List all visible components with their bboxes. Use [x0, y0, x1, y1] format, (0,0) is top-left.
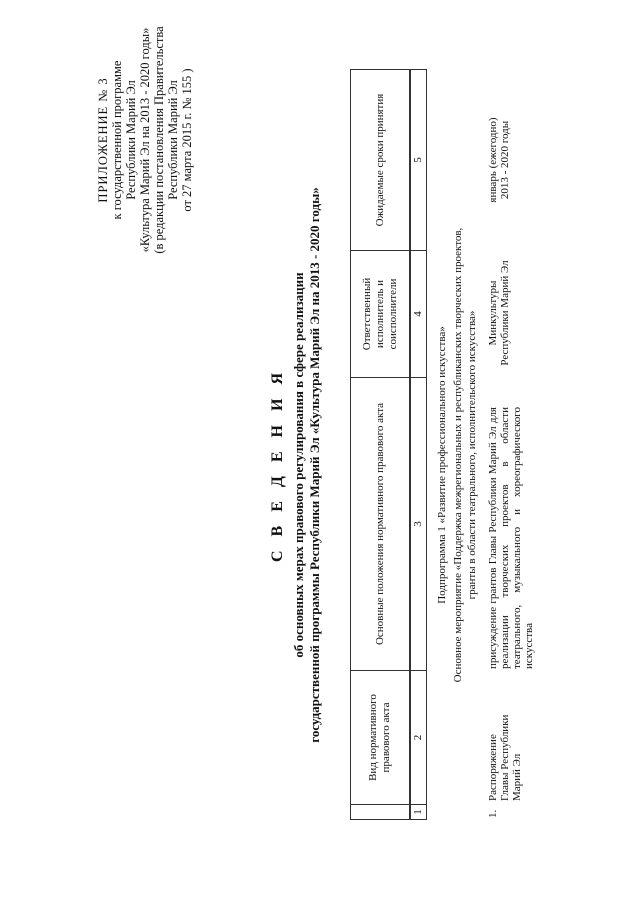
row-number: 1. [487, 809, 499, 818]
document-heading: С В Е Д Е Н И Я [269, 367, 286, 563]
act-type-line: Марий Эл [511, 753, 523, 801]
deadline-line: 2013 - 2020 годы [499, 120, 511, 200]
appendix-line: к государственной программе [110, 60, 124, 220]
table-header-cell: Вид нормативного правового акта [350, 670, 410, 805]
act-type-cell [487, 671, 523, 801]
appendix-line: «Культура Марий Эл на 2013 - 2020 годы» [138, 27, 152, 253]
appendix-line: от 27 марта 2015 г. № 155 ) [180, 68, 194, 212]
document-subtitle-2: государственной программы Республики Марий Эл «Культура Марий Эл на 2013 - 2020 годы» [307, 187, 322, 743]
table-header-cell: Ответственный исполнитель и соисполнители [350, 250, 410, 378]
provisions-line: реализации творческих проектов в области [499, 407, 511, 669]
provisions-line: театрального, музыкального и хореографического [511, 407, 523, 669]
table-header-cell: Основные положения нормативного правового акта [350, 377, 410, 671]
column-number: 5 [410, 69, 427, 251]
provisions-line: искусства [523, 623, 535, 669]
responsible-line: Минкультуры [487, 280, 499, 346]
act-type-line: Главы Республики [499, 714, 511, 801]
main-measure-line: Основное мероприятие «Поддержка межрегиональных и республиканских творческих проектов, [452, 227, 464, 683]
table-header-cell [350, 804, 410, 820]
appendix-header [96, 5, 194, 275]
appendix-line: Республики Марий Эл [124, 80, 138, 200]
appendix-line: Республики Марий Эл [166, 80, 180, 200]
provisions-line: присуждение грантов Главы Республики Марий Эл для [487, 407, 499, 669]
document-subtitle-1: об основных мерах правового регулирования в сфере реализации [291, 272, 306, 658]
act-type-line: Распоряжение [487, 734, 499, 801]
column-number: 1 [410, 804, 427, 820]
appendix-title: ПРИЛОЖЕНИЕ № 3 [96, 77, 110, 203]
responsible-cell [487, 251, 511, 375]
deadline-line: январь (ежегодно) [487, 117, 499, 203]
table-header-cell: Ожидаемые сроки принятия [350, 69, 410, 251]
main-measure-line: гранты в области театрального, исполнительского искусства» [466, 310, 478, 600]
subprogram-title: Подпрограмма 1 «Развитие профессионального искусства» [436, 326, 448, 604]
responsible-line: Республики Марий Эл [499, 260, 511, 366]
deadline-cell [487, 71, 511, 249]
column-number: 2 [410, 670, 427, 805]
column-number: 4 [410, 250, 427, 378]
column-number: 3 [410, 377, 427, 671]
provisions-cell [487, 407, 535, 669]
appendix-line: (в редакции постановления Правительства [152, 26, 166, 254]
